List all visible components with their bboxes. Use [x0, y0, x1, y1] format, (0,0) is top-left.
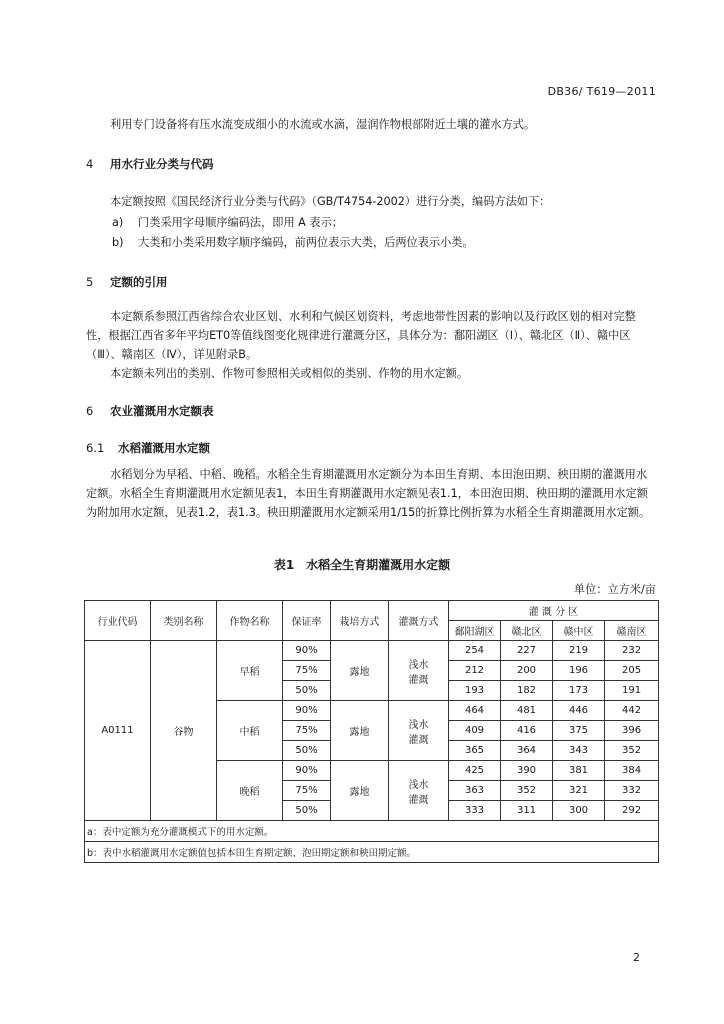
value-cell: 173 [553, 681, 605, 701]
value-cell: 212 [449, 661, 501, 681]
value-cell: 425 [449, 761, 501, 781]
rate-cell: 90% [283, 761, 331, 781]
value-cell: 191 [605, 681, 659, 701]
value-cell: 384 [605, 761, 659, 781]
rate-cell: 50% [283, 681, 331, 701]
section-4-number: 4 [86, 157, 94, 171]
value-cell: 375 [553, 721, 605, 741]
value-cell: 193 [449, 681, 501, 701]
header-irrigation: 灌溉方式 [389, 601, 449, 641]
value-cell: 446 [553, 701, 605, 721]
value-cell: 464 [449, 701, 501, 721]
irrigation-cell: 浅水灌溉 [389, 701, 449, 761]
header-zone: 鄱阳湖区 [449, 621, 501, 641]
rate-cell: 90% [283, 701, 331, 721]
value-cell: 200 [501, 661, 553, 681]
list-item-b-text: 大类和小类采用数字顺序编码，前两位表示大类，后两位表示小类。 [138, 236, 474, 249]
table-title: 表1 水稻全生育期灌溉用水定额 [273, 558, 451, 572]
table-row [85, 641, 659, 661]
value-cell: 442 [605, 701, 659, 721]
rate-cell: 50% [283, 741, 331, 761]
header-zone: 赣中区 [553, 621, 605, 641]
document-code: DB36/ T619—2011 [547, 85, 656, 98]
section-4-title: 用水行业分类与代码 [110, 157, 214, 171]
crop-cell: 早稻 [217, 641, 283, 701]
header-industry-code: 行业代码 [85, 601, 151, 641]
section-5-paragraph-2: 本定额未列出的类别、作物可参照相关或相似的类别、作物的用水定额。 [110, 367, 469, 380]
value-cell: 333 [449, 801, 501, 821]
rate-cell: 75% [283, 721, 331, 741]
value-cell: 409 [449, 721, 501, 741]
section-4-heading [86, 156, 214, 172]
list-item-a [112, 214, 343, 230]
table-note-b: b：表中水稻灌溉用水定额值包括本田生育期定额、泡田期定额和秧田期定额。 [85, 842, 659, 863]
value-cell: 390 [501, 761, 553, 781]
section-5-heading [86, 274, 168, 290]
value-cell: 182 [501, 681, 553, 701]
page-number: 2 [633, 951, 640, 964]
intro-line: 利用专门设备将有压水流变成细小的水流或水滴，湿润作物根部附近土壤的灌水方式。 [110, 118, 536, 131]
water-quota-table [84, 600, 659, 863]
table-note-row [85, 842, 659, 863]
irrigation-cell: 浅水灌溉 [389, 761, 449, 821]
section-6-title: 农业灌溉用水定额表 [110, 404, 214, 418]
list-item-a-text: 门类采用字母顺序编码法，即用 A 表示； [138, 216, 343, 229]
irrigation-cell: 浅水灌溉 [389, 641, 449, 701]
section-6-1-number: 6.1 [86, 441, 105, 455]
table-unit: 单位：立方米/亩 [573, 583, 656, 596]
header-cultivation: 栽培方式 [331, 601, 389, 641]
crop-cell: 中稻 [217, 701, 283, 761]
rate-cell: 90% [283, 641, 331, 661]
value-cell: 364 [501, 741, 553, 761]
rate-cell: 50% [283, 801, 331, 821]
list-item-b-label: b) [112, 236, 124, 249]
section-6-number: 6 [86, 404, 94, 418]
section-6-heading [86, 403, 214, 419]
intro-paragraph [86, 115, 658, 134]
header-guarantee: 保证率 [283, 601, 331, 641]
value-cell: 352 [605, 741, 659, 761]
category-cell: 谷物 [151, 641, 217, 821]
rate-cell: 75% [283, 781, 331, 801]
value-cell: 300 [553, 801, 605, 821]
value-cell: 365 [449, 741, 501, 761]
list-item-b [112, 234, 474, 250]
value-cell: 332 [605, 781, 659, 801]
value-cell: 396 [605, 721, 659, 741]
section-6-1-heading [86, 440, 210, 456]
value-cell: 292 [605, 801, 659, 821]
cultivation-cell: 露地 [331, 701, 389, 761]
value-cell: 363 [449, 781, 501, 801]
table-note-row [85, 821, 659, 842]
value-cell: 311 [501, 801, 553, 821]
section-6-1-title: 水稻灌溉用水定额 [118, 441, 210, 455]
value-cell: 416 [501, 721, 553, 741]
header-zone: 赣南区 [605, 621, 659, 641]
table-note-a: a：表中定额为充分灌溉模式下的用水定额。 [85, 821, 659, 842]
cultivation-cell: 露地 [331, 641, 389, 701]
cultivation-cell: 露地 [331, 761, 389, 821]
value-cell: 196 [553, 661, 605, 681]
value-cell: 219 [553, 641, 605, 661]
value-cell: 321 [553, 781, 605, 801]
value-cell: 481 [501, 701, 553, 721]
value-cell: 381 [553, 761, 605, 781]
value-cell: 227 [501, 641, 553, 661]
rate-cell: 75% [283, 661, 331, 681]
section-6-1-paragraph: 水稻划分为早稻、中稻、晚稻。水稻全生育期灌溉用水定额分为本田生育期、本田泡田期、秧田期的灌溉用水定额。水稻全生育期灌溉用水定额见表1，本田生育期灌溉用水定额见表1.1，本田泡田期、秧田期的灌溉用水定额为附加用水定额，见表1.2，表1.3。秧田期灌溉用水定额采用1/15的折算比例折算为水稻全生育期灌溉用水定额。 [86, 468, 651, 519]
value-cell: 205 [605, 661, 659, 681]
section-5-number: 5 [86, 275, 94, 289]
header-zone-group: 灌 溉 分 区 [449, 601, 659, 621]
industry-code-cell: A0111 [85, 641, 151, 821]
value-cell: 352 [501, 781, 553, 801]
header-category: 类别名称 [151, 601, 217, 641]
header-zone: 赣北区 [501, 621, 553, 641]
value-cell: 343 [553, 741, 605, 761]
section-5-paragraph-1: 本定额系参照江西省综合农业区划、水利和气候区划资料，考虑地带性因素的影响以及行政区划的相对完整性，根据江西省多年平均ET0等值线图变化规律进行灌溉分区，具体分为：鄱阳湖区（Ⅰ）、赣北区（Ⅱ）、赣中区（Ⅲ）、赣南区（Ⅳ），详见附录B。 [86, 310, 636, 361]
value-cell: 232 [605, 641, 659, 661]
list-item-a-label: a) [112, 216, 124, 229]
value-cell: 254 [449, 641, 501, 661]
section-4-paragraph: 本定额按照《国民经济行业分类与代码》（GB/T4754-2002）进行分类，编码方法如下： [110, 195, 551, 208]
crop-cell: 晚稻 [217, 761, 283, 821]
header-crop: 作物名称 [217, 601, 283, 641]
section-5-title: 定额的引用 [110, 275, 168, 289]
